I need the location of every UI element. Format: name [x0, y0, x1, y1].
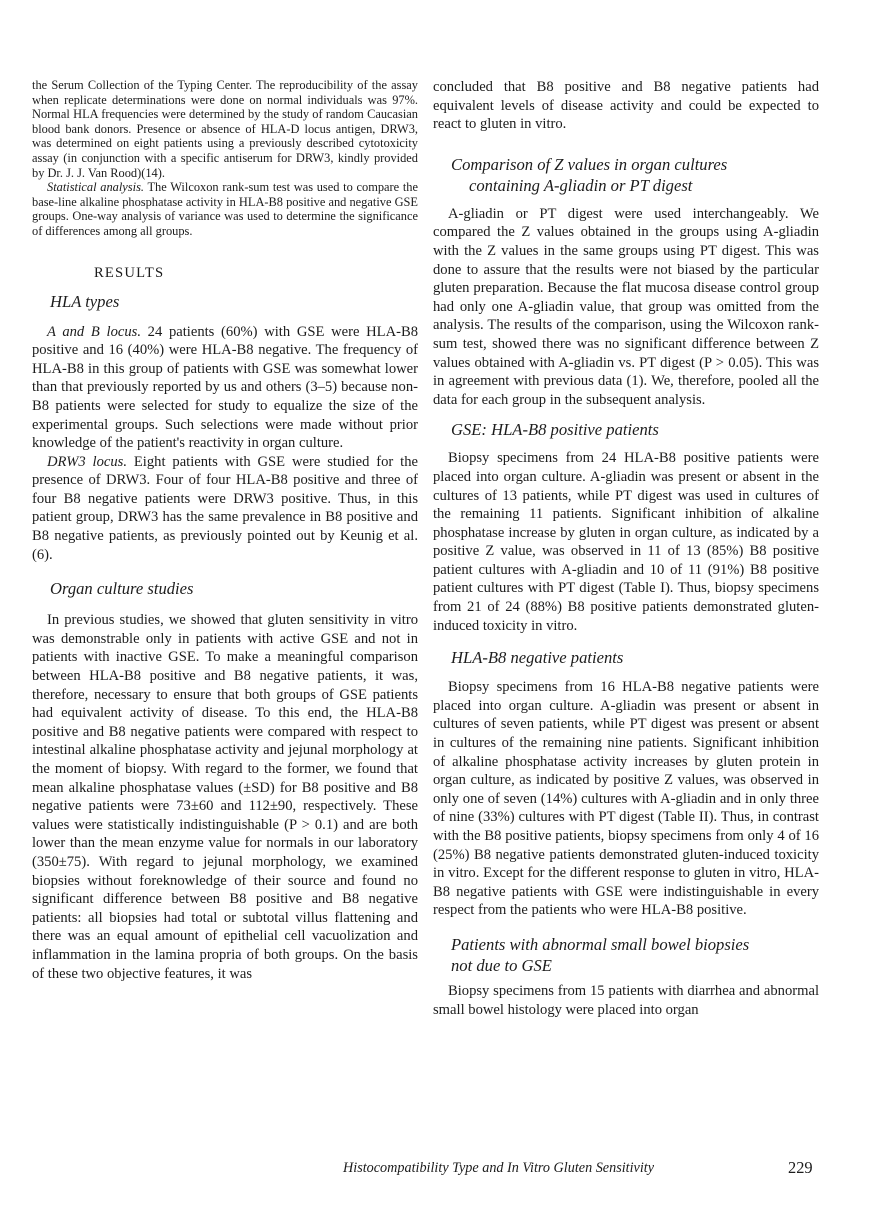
drw3-locus-text: Eight patients with GSE were studied for the presence of DRW3. Four of four HLA-B8 positive and three of four B8 negative patients were DRW3 positive. Thus, in this patient group, DRW3 has the same prevalence in B8 positive and B8 negative patients, as previously pointed out by Keunig et al. (6). — [32, 453, 418, 563]
hla-b8-positive-paragraph: Biopsy specimens from 24 HLA-B8 positive patients were placed into organ culture. A-gliadin was present or absent in the cultures of 13 patients, while PT digest was used in cultures of the remaining 11 patients. Significant inhibition of alkaline phosphatase increase by gluten in organ culture, as indicated by a positive Z value, was observed in 11 of 13 (85%) B8 positive patient cultures with A-gliadin and 10 of 11 (91%) B8 positive patient cultures with PT digest (Table I). Thus, biopsy specimens from 21 of 24 (88%) B8 positive patients demonstrated gluten-induced toxicity in vitro. — [433, 450, 819, 634]
running-title: Histocompatibility Type and In Vitro Gluten Sensitivity — [343, 1160, 655, 1176]
disease-activity-section — [433, 78, 819, 134]
z-values-heading — [451, 154, 819, 196]
abnormal-biopsies-heading — [451, 934, 819, 976]
statistical-analysis-paragraph — [32, 180, 418, 238]
hla-b8-positive-heading: GSE: HLA-B8 positive patients — [451, 420, 659, 440]
statistical-analysis-label: Statistical analysis. — [47, 180, 144, 195]
z-values-heading-line-1: Comparison of Z values in organ cultures — [451, 154, 728, 174]
abnormal-biopsies-paragraph: Biopsy specimens from 15 patients with diarrhea and abnormal small bowel histology were placed into organ — [433, 982, 819, 1018]
page-number: 229 — [788, 1158, 813, 1177]
z-values-paragraph: A-gliadin or PT digest were used interchangeably. We compared the Z values obtained in the groups using A-gliadin with the Z values in the same groups using PT digest. This was done to assure that the results were not biased by the particular gluten preparation. Because the flat mucosa disease control group had only one A-gliadin value, that group was omitted from the analysis. The results of the comparison, using the Wilcoxon rank-sum test, showed there was no significant difference between Z values obtained with A-gliadin vs. PT digest (P > 0.05). This was in agreement with previous data (1). We, therefore, pooled all the data for each group in the subsequent analysis. — [433, 205, 819, 408]
drw3-locus-paragraph — [32, 453, 418, 565]
hla-b8-positive-section — [433, 449, 819, 635]
hla-types-heading: HLA types — [50, 291, 120, 311]
ab-locus-paragraph — [32, 323, 418, 453]
methods-continued-paragraph: the Serum Collection of the Typing Center. The reproducibility of the assay when replicate determinations were done on normal individuals was 97%. Normal HLA frequencies were determined by the study of random Caucasian blood bank donors. Presence or absence of HLA-D locus antigen, DRW3, was determined on eight patients using a previously described cytotoxicity assay (in conjunction with a specific antiserum for DRW3, kindly provided by Dr. J. J. Van Rood)(14). — [32, 78, 418, 180]
statistical-analysis-text: The Wilcoxon rank-sum test was used to compare the base-line alkaline phosphatase activity in HLA-B8 positive and negative GSE groups. One-way analysis of variance was used to determine the significance of differences among all groups. — [32, 180, 418, 238]
results-heading: RESULTS — [94, 264, 165, 281]
abnormal-biopsies-section — [433, 982, 819, 1019]
hla-b8-negative-paragraph: Biopsy specimens from 16 HLA-B8 negative patients were placed into organ culture. A-gliadin was present or absent in cultures of seven patients, while PT digest was present or absent in cultures of the remaining nine patients. Significant inhibition of alkaline phosphatase activity increases by gluten protein in organ culture, as indicated by positive Z values, was observed in only one of seven (14%) cultures with A-gliadin and in only three of nine (33%) cultures with PT digest (Table II). Thus, in contrast with the B8 positive patients, biopsy specimens from only 4 of 16 (25%) B8 negative patients demonstrated gluten-induced toxicity in vitro. Except for the different response to gluten in vitro, HLA-B8 negative patients with GSE were indistinguishable in every respect from the patients who were HLA-B8 positive. — [433, 679, 819, 919]
abnormal-biopsies-heading-line-1: Patients with abnormal small bowel biopsies — [451, 934, 750, 954]
methods-section — [32, 78, 418, 239]
left-column — [32, 78, 418, 983]
hla-b8-negative-heading: HLA-B8 negative patients — [451, 648, 624, 668]
ab-locus-label: A and B locus. — [47, 323, 141, 340]
hla-b8-negative-section — [433, 678, 819, 920]
organ-culture-paragraph: In previous studies, we showed that gluten sensitivity in vitro was demonstrable only in patients with active GSE and not in patients with inactive GSE. To make a meaningful comparison between HLA-B8 positive and B8 negative patients, it was, therefore, necessary to ensure that both groups of GSE patients had equivalent activity of disease. To this end, the HLA-B8 positive and B8 negative patients were compared with respect to intestinal alkaline phosphatase activity and jejunal morphology at the moment of biopsy. With regard to the former, we found that mean alkaline phosphatase values (±SD) for B8 positive and B8 negative patients were 73±60 and 112±90, respectively. These values were statistically indistinguishable (P > 0.1) and are both lower than the mean enzyme value for normals in our laboratory (350±75). With regard to jejunal morphology, we examined biopsies without foreknowledge of their source and found no significant difference between B8 positive and B8 negative patients: all biopsies had total or subtotal villus flattening and there was an equal amount of epithelial cell vacuolization and inflammation in the lamina propria of both groups. On the basis of these two objective features, it was — [32, 612, 418, 982]
abnormal-biopsies-heading-line-2: not due to GSE — [451, 955, 552, 975]
drw3-locus-label: DRW3 locus. — [47, 453, 127, 470]
disease-activity-continued-paragraph: concluded that B8 positive and B8 negative patients had equivalent levels of disease activity and could be expected to react to gluten in vitro. — [433, 79, 819, 133]
organ-culture-heading: Organ culture studies — [50, 579, 194, 599]
z-values-heading-line-2: containing A-gliadin or PT digest — [469, 175, 693, 195]
hla-types-section — [32, 323, 418, 565]
right-column — [433, 78, 819, 1019]
ab-locus-text: 24 patients (60%) with GSE were HLA-B8 positive and 16 (40%) were HLA-B8 negative. The frequency of HLA-B8 in this group of patients with GSE was somewhat lower than that previously reported by us and others (3–5) because non-B8 patients were selected for study to equalize the size of the experimental groups. Such selections were made without prior knowledge of the patient's reactivity in organ culture. — [32, 323, 419, 452]
z-values-section — [433, 205, 819, 410]
organ-culture-section — [32, 611, 418, 983]
